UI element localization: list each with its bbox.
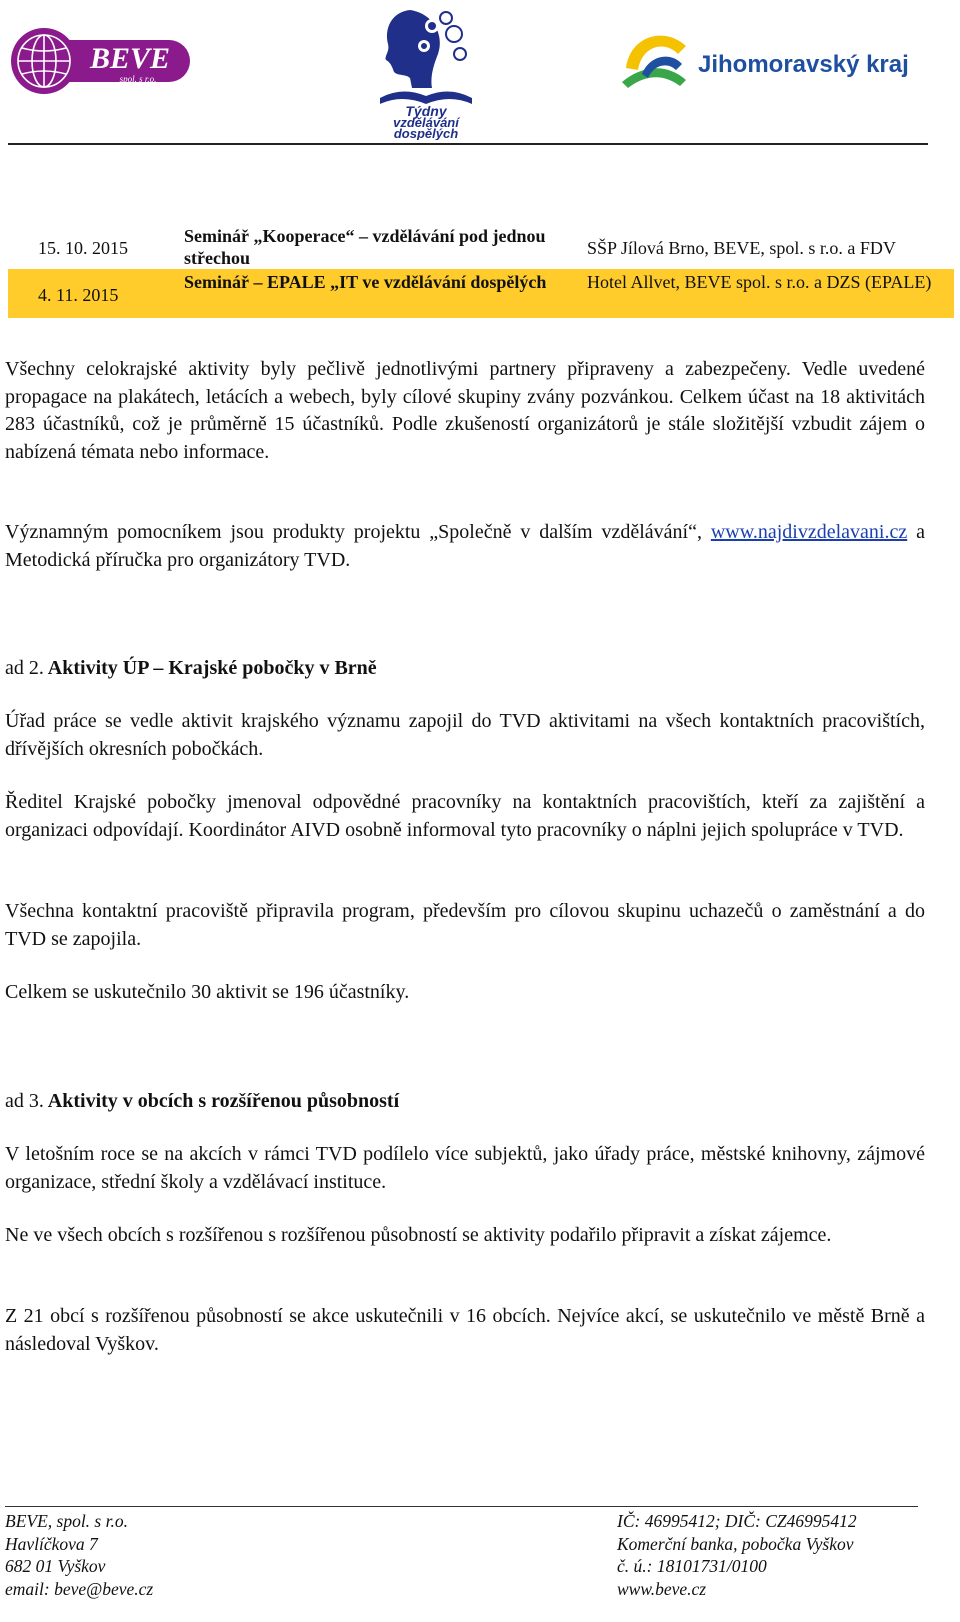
header-rule [8,143,928,145]
section-2-number: ad 2. [5,657,44,679]
footer-website: www.beve.cz [617,1578,707,1599]
event-date: 15. 10. 2015 [38,238,128,258]
section-2-paragraph-1: Úřad práce se vedle aktivit krajského významu zapojil do TVD aktivitami na všech kontaktních pracovištích, dřívějších okresních pobočkách. [5,710,925,760]
paragraph-summary: Všechny celokrajské aktivity byly pečlivě jednotlivými partnery připraveny a zabezpečeny. Vedle uvedené propagace na plakátech, letácích a webech, byly cílové skupiny zvány pozvánkou. Celkem účast na 18 aktivitách 283 účastníků, což je průměrně 15 účastníků. Podle zkušeností organizátorů je stále složitější vzbudit zájem o nabízená témata nebo informace. [5,358,925,463]
svg-text:dospělých: dospělých [393,126,459,140]
section-3-title: Aktivity v obcích s rozšířenou působností [43,1090,400,1112]
svg-text:BEVE: BEVE [89,42,171,75]
section-2-paragraph-4: Celkem se uskutečnilo 30 aktivit se 196 účastníky. [5,981,410,1003]
section-3-paragraph-3: Z 21 obcí s rozšířenou působností se akce uskutečnili v 16 obcích. Nejvíce akcí, se uskutečnilo ve městě Brně a následoval Vyškov. [5,1305,925,1355]
footer-bank: Komerční banka, pobočka Vyškov [617,1533,854,1554]
beve-logo-graphic [8,24,194,96]
products-text: Významným pomocníkem jsou produkty projektu „Společně v dalším vzdělávání“, [5,521,702,543]
footer-street: Havlíčkova 7 [5,1533,98,1554]
event-row-highlighted [8,269,954,318]
section-2-heading [5,655,377,682]
section-3-number: ad 3. [5,1090,44,1112]
event-date: 4. 11. 2015 [38,285,119,305]
beve-logo [8,24,194,96]
section-3-paragraph-1: V letošním roce se na akcích v rámci TVD podílelo více subjektů, jako úřady práce, městské knihovny, zájmové organizace, střední školy a vzdělávací instituce. [5,1143,925,1193]
svg-text:spol. s r.o.: spol. s r.o. [119,74,157,84]
svg-text:vzdělávání: vzdělávání [393,115,459,130]
footer-account-number: č. ú.: 18101731/0100 [617,1556,767,1576]
products-text-suffix: a Metodická příručka pro organizátory TVD. [5,521,925,571]
footer-rule [5,1506,918,1507]
section-3-heading [5,1088,399,1115]
footer-company-address [5,1510,405,1600]
section-2-title: Aktivity ÚP – Krajské pobočky v Brně [43,657,377,679]
section-3-paragraph-2: Ne ve všech obcích s rozšířenou s rozšířenou působností se aktivity podařilo připravit a získat zájemce. [5,1224,832,1246]
footer-tax-ids: IČ: 46995412; DIČ: CZ46995412 [617,1511,857,1531]
footer-company-ids [617,1510,947,1600]
event-organizer: Hotel Allvet, BEVE spol. s r.o. a DZS (EPALE) [587,272,932,292]
event-title: Seminář – EPALE „IT ve vzdělávání dospělých [184,272,547,292]
tvd-logo-graphic [368,4,484,140]
footer-email: email: beve@beve.cz [5,1578,154,1599]
najdivzdelavani-link[interactable]: www.najdivzdelavani.cz [710,521,908,543]
svg-text:Jihomoravský kraj: Jihomoravský kraj [698,51,909,78]
event-title: Seminář „Kooperace“ – vzdělávání pod jednou střechou [184,226,546,268]
svg-text:Týdny: Týdny [405,103,447,119]
section-2-paragraph-2: Ředitel Krajské pobočky jmenoval odpovědné pracovníky na kontaktních pracovištích, kteří za zajištění a organizaci odpovídají. Koordinátor AIVD osobně informoval tyto pracovníky o náplni jejich spolupráce v TVD. [5,791,925,841]
footer-city: 682 01 Vyškov [5,1556,106,1576]
section-2-paragraph-3: Všechna kontaktní pracoviště připravila program, především pro cílovou skupinu uchazečů o zaměstnání a do TVD se zapojila. [5,900,925,950]
footer-company-name: BEVE, spol. s r.o. [5,1511,128,1531]
paragraph-products [5,519,925,574]
tvd-logo [368,4,484,140]
jihomoravsky-kraj-logo-graphic [620,24,940,92]
event-organizer: SŠP Jílová Brno, BEVE, spol. s r.o. a FDV [587,238,896,258]
event-row [8,223,954,269]
jihomoravsky-kraj-logo [620,24,940,92]
